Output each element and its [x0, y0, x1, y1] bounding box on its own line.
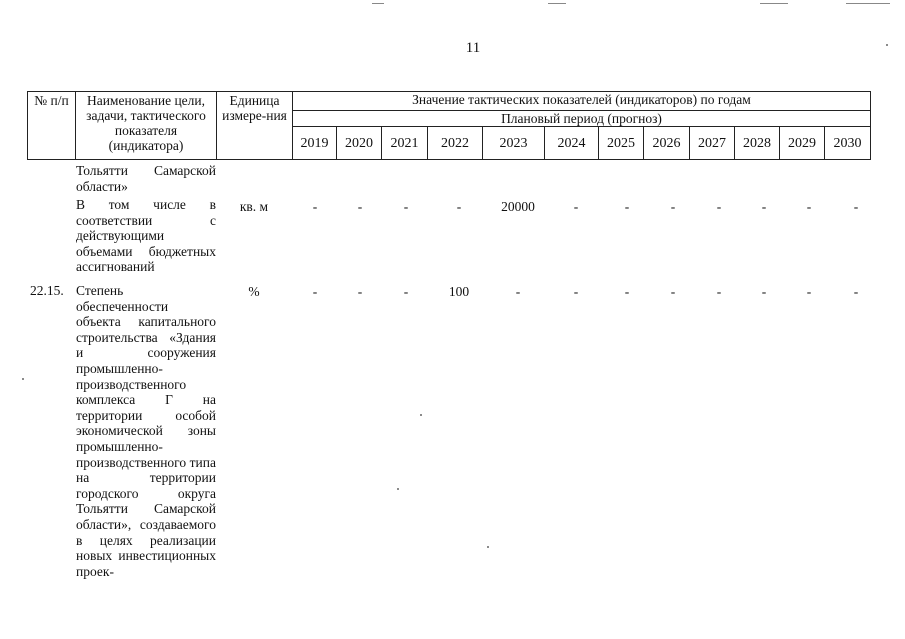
row-2-value-2019: -: [312, 284, 318, 299]
row-1-value-2030: -: [853, 199, 859, 214]
header-name: Наименование цели, задачи, тактического показателя (индикатора): [76, 92, 217, 160]
row-1-value-2027: -: [716, 199, 722, 214]
row-2-value-2026: -: [670, 284, 676, 299]
row-1-value-2029: -: [806, 199, 812, 214]
header-unit: Единица измере-ния: [217, 92, 293, 160]
row-1-value-2025: -: [624, 199, 630, 214]
header-year: 2024: [545, 127, 599, 160]
row-1-value-2024: -: [573, 199, 579, 214]
row-2-value-2021: -: [403, 284, 409, 299]
row-2-value-2023: -: [515, 284, 521, 299]
header-values: Значение тактических показателей (индикаторов) по годам: [293, 92, 871, 111]
row-2-value-2022: 100: [448, 284, 470, 299]
row-2-value-2029: -: [806, 284, 812, 299]
indicator-table-header: [27, 91, 871, 160]
row-2-value-2028: -: [761, 284, 767, 299]
row-1-value-2020: -: [357, 199, 363, 214]
row-2-value-2024: -: [573, 284, 579, 299]
header-year: 2028: [735, 127, 780, 160]
row-1-value-2019: -: [312, 199, 318, 214]
row-2-name: Степень обеспеченности объекта капитального строительства «Здания и сооружения промышленно-производственного комплекса Г на территории особой экономической зоны промышленно-производственного типа на территории городского округа Тольятти Самарской области», создаваемого в целях реализации новых инвестиционных проек-: [76, 283, 216, 579]
row-2-value-2020: -: [357, 284, 363, 299]
row-1-value-2026: -: [670, 199, 676, 214]
scan-speck: [22, 378, 24, 380]
scan-line: [548, 3, 566, 4]
scan-speck: [420, 414, 422, 416]
scan-speck: [397, 488, 399, 490]
row-2-value-2027: -: [716, 284, 722, 299]
header-year: 2020: [337, 127, 382, 160]
row-1-value-2022: -: [456, 199, 462, 214]
row-1-unit: кв. м: [239, 199, 269, 214]
row-2-unit: %: [248, 284, 260, 299]
header-year: 2025: [599, 127, 644, 160]
scan-line: [372, 3, 384, 4]
header-num: № п/п: [28, 92, 76, 160]
row-1-value-2028: -: [761, 199, 767, 214]
header-year: 2023: [483, 127, 545, 160]
row-2-value-2025: -: [624, 284, 630, 299]
scan-line: [846, 3, 890, 4]
scan-speck: [487, 546, 489, 548]
page-number: 11: [465, 40, 481, 56]
header-year: 2030: [825, 127, 871, 160]
header-year: 2019: [293, 127, 337, 160]
header-year: 2026: [644, 127, 690, 160]
header-year: 2027: [690, 127, 735, 160]
scan-line: [760, 3, 788, 4]
header-year: 2021: [382, 127, 428, 160]
row-1-value-2021: -: [403, 199, 409, 214]
header-planned-period: Плановый период (прогноз): [293, 111, 871, 127]
row-2-num: 22.15.: [30, 283, 64, 298]
header-year: 2029: [780, 127, 825, 160]
row-1-name: В том числе в соответствии с действующими объемами бюджетных ассигнований: [76, 197, 216, 275]
row-1-value-2023: 20000: [501, 199, 535, 214]
header-year: 2022: [428, 127, 483, 160]
row-2-value-2030: -: [853, 284, 859, 299]
row-0-name: Тольятти Самарской области»: [76, 163, 216, 194]
